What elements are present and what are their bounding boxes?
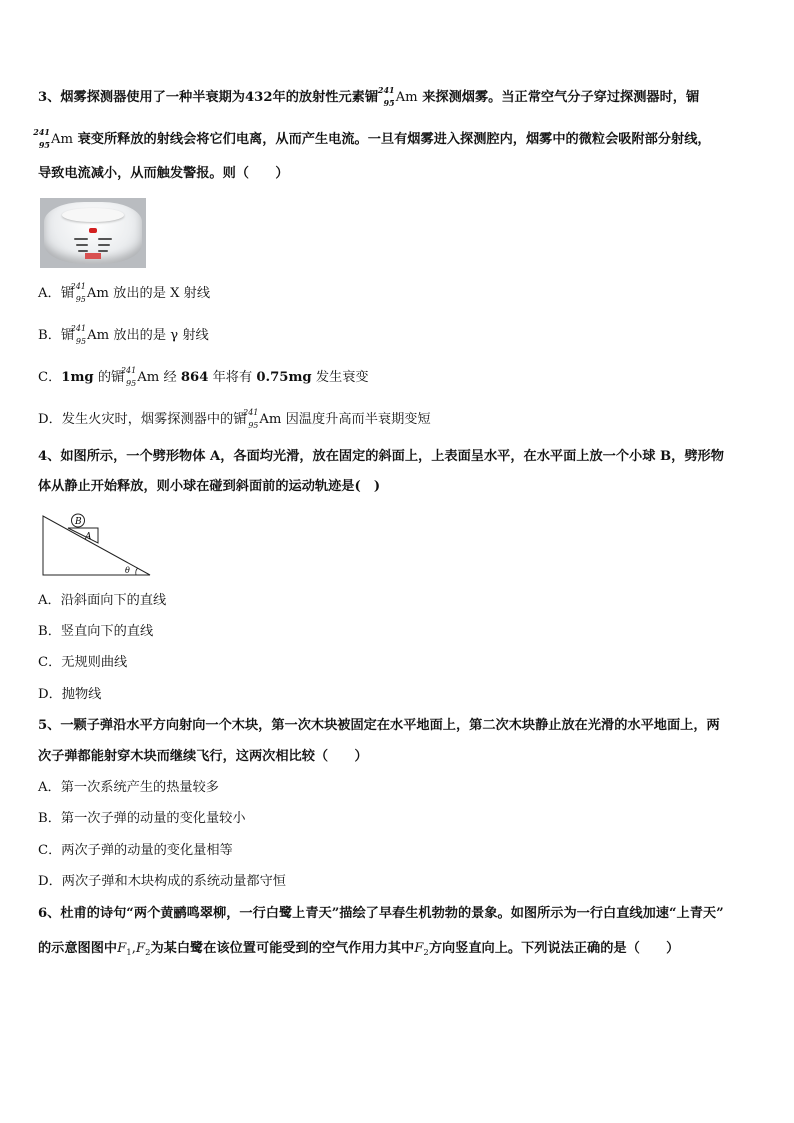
isotope-am241: 241 95 bbox=[243, 408, 259, 430]
wedge-a bbox=[68, 528, 98, 543]
q5-option-d[interactable]: D．两次子弹和木块构成的系统动量都守恒 bbox=[38, 874, 286, 889]
q3-option-c[interactable]: C．1mg 的镅 241 95 Am 经 864 年将有 0.75mg 发生衰变 bbox=[38, 366, 369, 388]
q5-option-b[interactable]: B．第一次子弹的动量的变化量较小 bbox=[38, 811, 246, 826]
isotope-am241: 241 95 bbox=[70, 324, 87, 346]
incline-triangle bbox=[43, 516, 150, 575]
q5-line-1: 5、一颗子弹沿水平方向射向一个木块，第一次木块被固定在水平地面上，第二次木块静止放在光滑的水平地面上，两 bbox=[38, 718, 720, 733]
q5-option-c[interactable]: C．两次子弹的动量的变化量相等 bbox=[38, 843, 233, 858]
q4-line-2: 体从静止开始释放，则小球在碰到斜面前的运动轨迹是( ) bbox=[38, 479, 381, 494]
angle-arc bbox=[136, 568, 138, 575]
isotope-am241: 241 95 bbox=[33, 127, 50, 150]
q3-option-d[interactable]: D．发生火灾时，烟雾探测器中的镅 241 95 Am 因温度升高而半衰期变短 bbox=[38, 408, 431, 430]
q5-line-2: 次子弹都能射穿木块而继续飞行，这两次相比较（ ） bbox=[38, 749, 368, 764]
smoke-detector-photo bbox=[40, 198, 146, 268]
angle-label: θ bbox=[125, 566, 130, 575]
q3-half-life: 432 bbox=[245, 90, 273, 105]
q3-line-2: 241 95 Am 衰变所释放的射线会将它们电离，从而产生电流。一旦有烟雾进入探测腔内，烟雾中的微粒会吸附部分射线， bbox=[33, 127, 711, 150]
q6-line-2: 的示意图图中$F_1,F_2$为某白鹭在该位置可能受到的空气作用力其中$F_2$方向竖直向上。下列说法正确的是（ ） bbox=[38, 941, 680, 958]
q5-option-a[interactable]: A．第一次系统产生的热量较多 bbox=[38, 780, 219, 795]
force-f1: $F_1$ bbox=[117, 941, 132, 958]
q4-option-d[interactable]: D．抛物线 bbox=[38, 687, 102, 702]
wedge-incline-figure bbox=[40, 510, 156, 580]
ball-label: B bbox=[75, 517, 82, 527]
q4-line-1: 4、如图所示，一个劈形物体 A，各面均光滑，放在固定的斜面上，上表面呈水平，在水平面上放一个小球 B，劈形物 bbox=[38, 449, 724, 464]
force-f2: $F_2$ bbox=[135, 941, 151, 958]
wedge-label: A bbox=[85, 532, 92, 542]
force-f2: $F_2$ bbox=[414, 941, 429, 958]
q3-line-3: 导致电流减小，从而触发警报。则（ ） bbox=[38, 166, 289, 181]
q3-option-b[interactable]: B．镅 241 95 Am 放出的是 γ 射线 bbox=[38, 324, 209, 346]
q4-option-a[interactable]: A．沿斜面向下的直线 bbox=[38, 593, 167, 608]
q4-option-b[interactable]: B．竖直向下的直线 bbox=[38, 624, 154, 639]
q3-line-1: 3、烟雾探测器使用了一种半衰期为432年的放射性元素镅 241 95 Am 来探测烟雾。当正常空气分子穿过探测器时，镅 bbox=[38, 85, 700, 108]
isotope-am241: 241 95 bbox=[377, 85, 395, 108]
isotope-am241: 241 95 bbox=[70, 282, 86, 304]
q3-option-a[interactable]: A．镅 241 95 Am 放出的是 X 射线 bbox=[38, 282, 211, 304]
q4-option-c[interactable]: C．无规则曲线 bbox=[38, 655, 128, 670]
q6-line-1: 6、杜甫的诗句“两个黄鹂鸣翠柳，一行白鹭上青天”描绘了早春生机勃勃的景象。如图所示为一行白直线加速“上青天” bbox=[38, 906, 724, 921]
isotope-am241: 241 95 bbox=[120, 366, 137, 388]
